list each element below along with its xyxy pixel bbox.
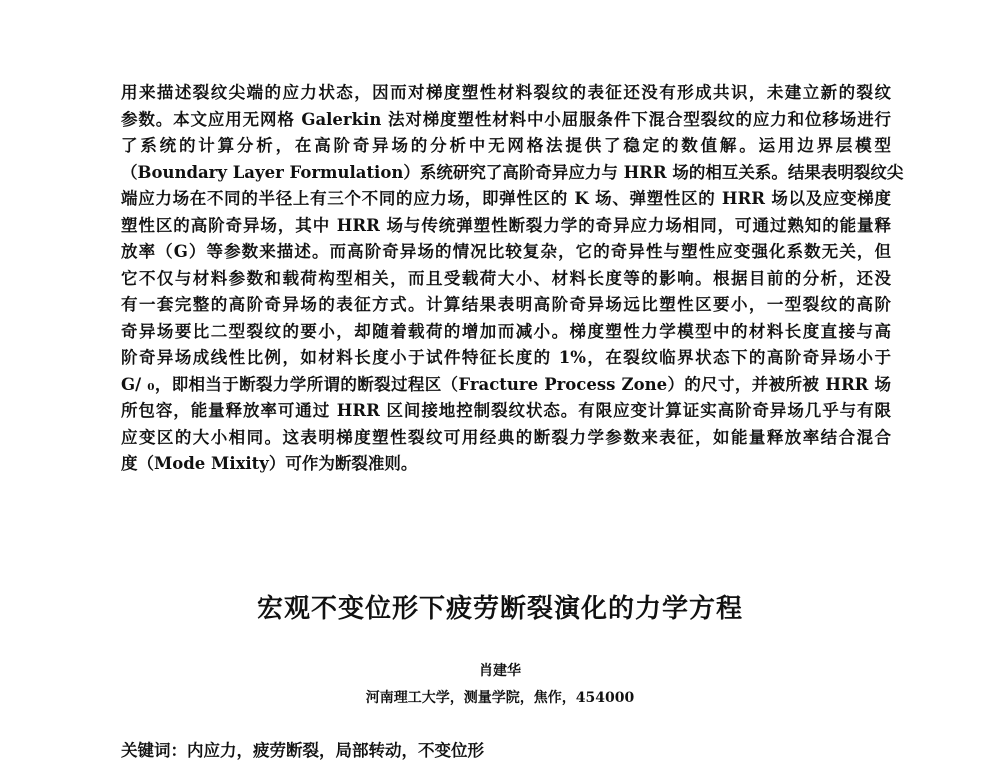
paragraph-line: 有一套完整的高阶奇异场的表征方式。计算结果表明高阶奇异场远比塑性区要小，一型裂纹的高阶 [121,295,891,314]
paragraph-line: 端应力场在不同的半径上有三个不同的应力场，即弹性区的 K 场、弹塑性区的 HRR 场以及应变梯度 [121,189,891,208]
paragraph-line: 放率（G）等参数来描述。而高阶奇异场的情况比较复杂，它的奇异性与塑性应变强化系数无关，但 [121,242,891,261]
paragraph-line: 奇异场要比二型裂纹的要小，却随着载荷的增加而减小。梯度塑性力学模型中的材料长度直接与高 [121,321,891,341]
paragraph-line: 度（Mode Mixity）可作为断裂准则。 [121,454,418,473]
paragraph-line: 它不仅与材料参数和载荷构型相关，而且受载荷大小、材料长度等的影响。根据目前的分析，还没 [121,268,891,288]
paragraph-line: 了系统的计算分析，在高阶奇异场的分析中无网格法提供了稳定的数值解。运用边界层模型 [121,136,891,155]
author-affiliation: 河南理工大学，测量学院，焦作，454000 [365,690,635,706]
paragraph-line: （Boundary Layer Formulation）系统研究了高阶奇异应力与 HRR 场的相互关系。结果表明裂纹尖 [121,162,904,182]
abstract-paragraph [121,80,904,478]
paragraph-line: 用来描述裂纹尖端的应力状态，因而对梯度塑性材料裂纹的表征还没有形成共识，未建立新的裂纹 [121,83,891,102]
paragraph-line: 阶奇异场成线性比例，如材料长度小于试件特征长度的 1%，在裂纹临界状态下的高阶奇异场小于 [121,348,891,367]
paragraph-line: 所包容，能量释放率可通过 HRR 区间接地控制裂纹状态。有限应变计算证实高阶奇异场几乎与有限 [121,401,891,420]
article-title: 宏观不变位形下疲劳断裂演化的力学方程 [256,594,743,624]
keywords-line [121,737,484,761]
author-name: 肖建华 [479,663,521,679]
paragraph-line: G/ ₀，即相当于断裂力学所谓的断裂过程区（Fracture Process Zone）的尺寸，并被所被 HRR 场 [121,374,891,394]
keywords-value: 内应力，疲劳断裂，局部转动，不变位形 [187,741,484,760]
keywords-label: 关键词： [121,741,187,760]
paragraph-line: 参数。本文应用无网格 Galerkin 法对梯度塑性材料中小屈服条件下混合型裂纹的应力和位移场进行 [121,109,891,129]
paragraph-line: 塑性区的高阶奇异场，其中 HRR 场与传统弹塑性断裂力学的奇异应力场相同，可通过熟知的能量释 [121,215,891,235]
paragraph-line: 应变区的大小相同。这表明梯度塑性裂纹可用经典的断裂力学参数来表征，如能量释放率结合混合 [121,427,891,447]
